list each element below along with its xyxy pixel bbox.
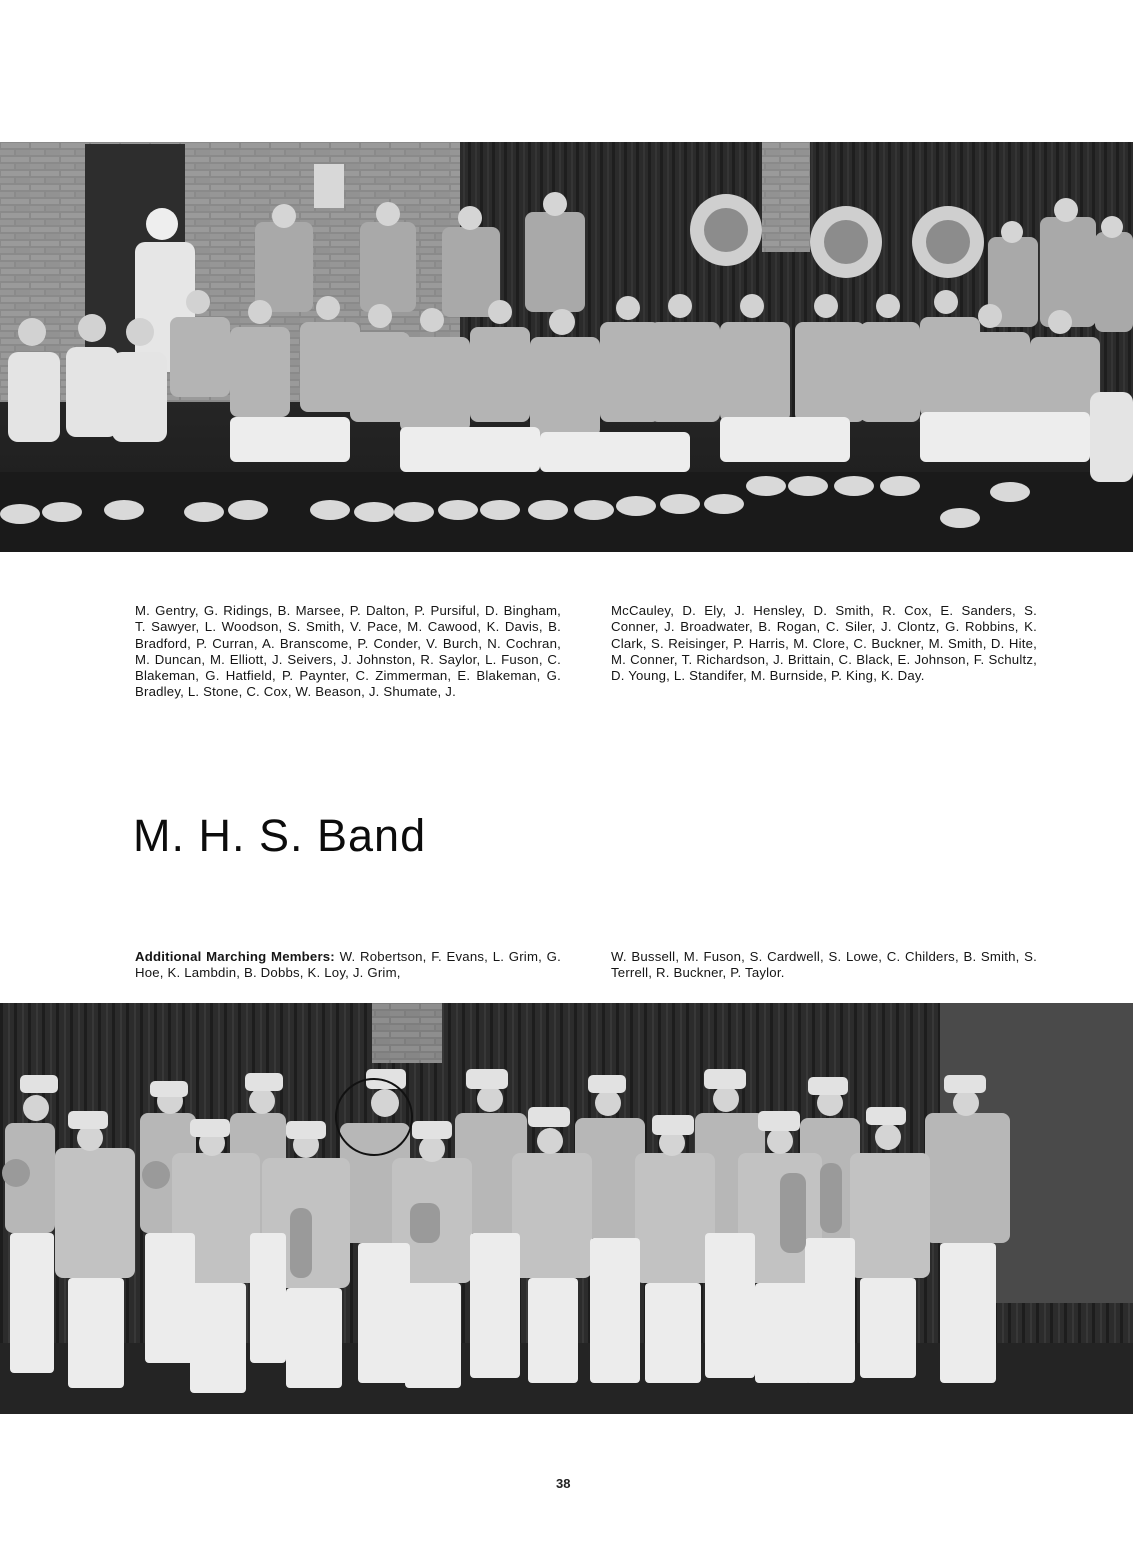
marching-members-right: W. Bussell, M. Fuson, S. Cardwell, S. Lowe, C. Childers, B. Smith, S. Terrell, R. Buckner, P. Taylor. — [611, 949, 1037, 981]
marching-members-names-left: W. Robertson, F. Evans, L. Grim, G. Hoe, K. Lambdin, B. Dobbs, K. Loy, J. Grim, — [135, 949, 561, 981]
photo-caption-names-left: M. Gentry, G. Ridings, B. Marsee, P. Dalton, P. Pursiful, D. Bingham, T. Sawyer, L. Woodson, S. Smith, V. Pace, M. Cawood, K. Davis, B. Bradford, P. Curran, A. Branscome, P. Conder, V. Burch, N. Cochran, M. Duncan, M. Elliott, J. Seivers, J. Johnston, R. Saylor, L. Fuson, C. Blakeman, G. Hatfield, P. Paynter, C. Zimmerman, E. Blakeman, G. Bradley, L. Stone, C. Cox, W. Beason, J. Shumate, J. — [135, 603, 561, 700]
marching-members-label: Additional Marching Members: — [135, 949, 335, 965]
photo-caption-names-right: McCauley, D. Ely, J. Hensley, D. Smith, R. Cox, E. Sanders, S. Conner, J. Broadwater, B. Rogan, C. Siler, J. Clontz, G. Robbins, K. Clark, S. Reisinger, P. Harris, M. Clore, C. Buckner, M. Smith, D. Hite, M. Conner, T. Richardson, J. Brittain, C. Black, E. Johnson, F. Schultz, D. Young, L. Standifer, M. Burnside, P. King, K. Day. — [611, 603, 1037, 683]
marching-members-left — [135, 949, 561, 981]
band-group-photo — [0, 142, 1133, 552]
marching-band-photo — [0, 1003, 1133, 1414]
page-title: M. H. S. Band — [133, 810, 427, 861]
page-number: 38 — [556, 1476, 571, 1491]
